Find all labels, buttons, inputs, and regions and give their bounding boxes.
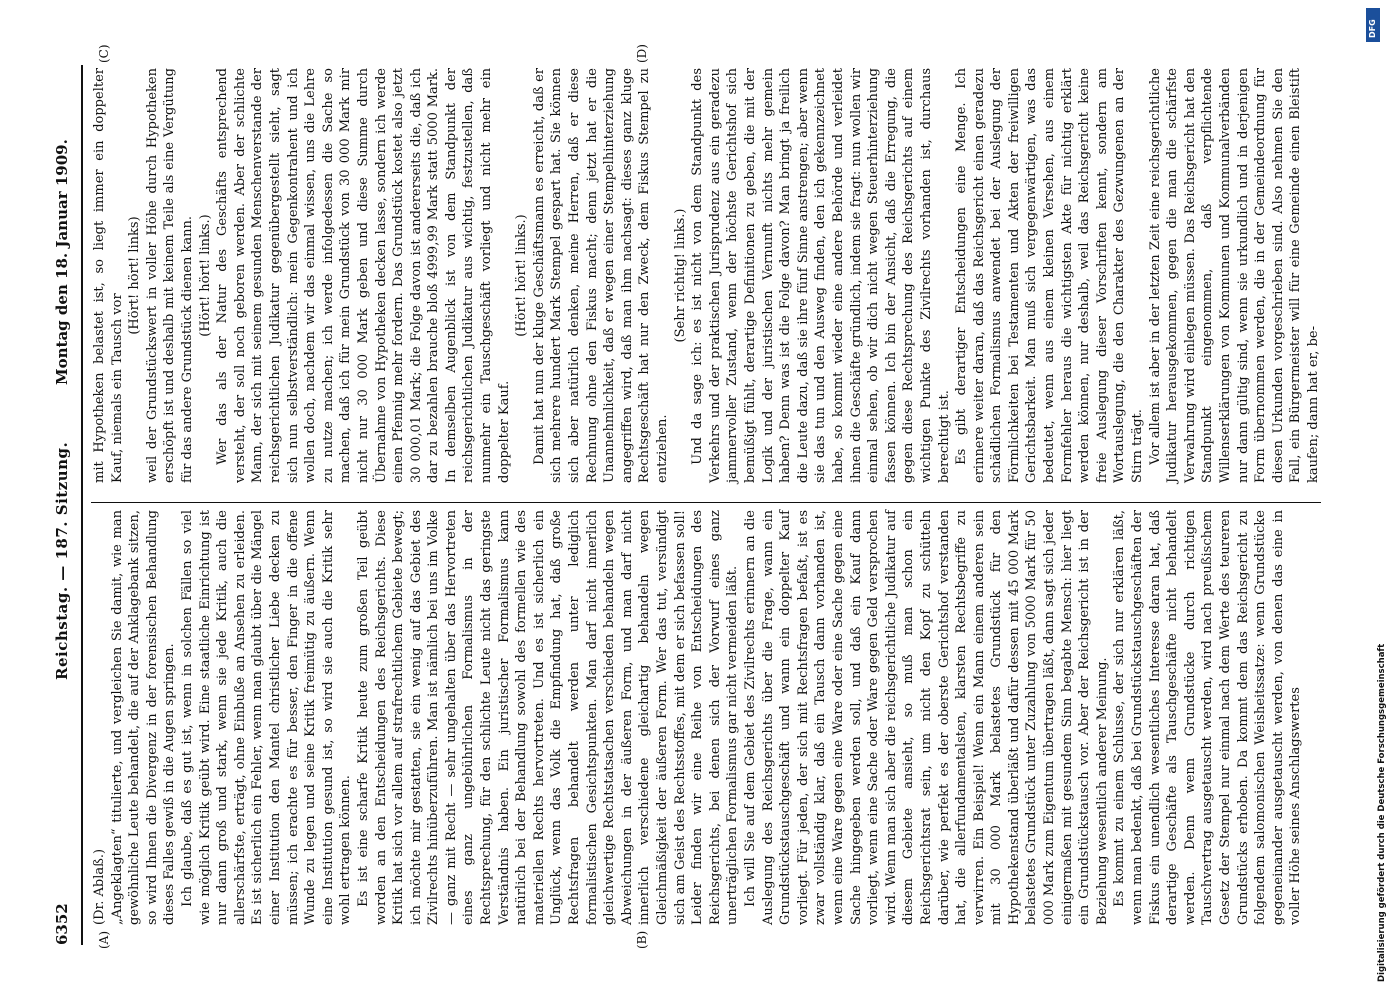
- dfg-logo-text: DFG: [1368, 19, 1377, 38]
- session-date: Montag den 18. Januar 1909.: [53, 139, 71, 385]
- margin-marker-c: (C): [97, 44, 111, 63]
- right-text-column: [91, 68, 1321, 483]
- interjection: (Hört! hört! links.): [514, 214, 530, 337]
- interjection: (Sehr richtig! links.): [672, 208, 688, 343]
- margin-marker-a: (A): [97, 930, 111, 949]
- page-number: 6352: [53, 903, 71, 945]
- paragraph: Ich will Sie auf dem Gebiet des Zivilrechts erinnern an die Auslegung des Reichsgerichts über die Frage, wann ein Grundstückstauschgeschäft und wann ein doppelter Kauf vorliegt. Für jeden, der sich mit Rechtsfragen befaßt, ist es zwar vollständig klar, daß ein Tausch dann vorhanden ist, wenn eine Ware gegen eine Ware oder eine Sache gegen eine Sache hingegeben werden soll, und daß ein Kauf dann vorliegt, wenn eine Sache oder Ware gegen Geld versprochen wird. Wenn man sich aber die reichsgerichtliche Judikatur auf diesem Gebiete ansieht, so muß man schon ein Reichsgerichtsrat sein, um nicht den Kopf zu schütteln darüber, wie perfekt es der oberste Gerichtshof verstanden hat, die allerfundamentalsten, klarsten Rechtsbegriffe zu verwirren. Ein Beispiel! Wenn ein Mann einem anderen sein mit 30 000 Mark belastetes Grundstück für den Hypothekenstand überläßt und dafür dessen mit 45 000 Mark belastetes Grundstück unter Zuzahlung von 5000 Mark für 50 000 Mark zum Eigentum übertragen läßt, dann sagt sich jeder einigermaßen mit gesundem Sinn begabte Mensch: hier liegt ein Grundstückstausch vor. Aber der Reichsgericht ist in der Beziehung wesentlich anderer Meinung.: [742, 510, 1110, 925]
- margin-marker-b: (B): [635, 930, 649, 949]
- running-title: Reichstag. — 187. Sitzung.: [53, 441, 71, 680]
- column-divider: [91, 502, 1321, 503]
- dfg-logo: [1366, 8, 1380, 42]
- paragraph: Und da sage ich: es ist nicht von dem Standpunkt des Verkehrs und der praktischen Jurisprudenz aus ein geradezu jammervoller Zustand, wenn der höchste Gerichtshof sich bemüßigt fühlt, derartige Definitionen zu geben, die mit der Logik und der juristischen Vernunft nichts mehr gemein haben? Denn was ist die Folge davon? Man bringt ja freilich die Leute dazu, daß sie ihre fünf Sinne anstrengen; aber wenn sie das tun und den Ausweg finden, den ich gekennzeichnet habe, so kommt wieder eine andere Behörde und verleidet ihnen die Geschäfte gründlich, indem sie fragt: nun wollen wir einmal sehen, ob wir dich nicht wegen Steuerhinterziehung fassen können. Ich bin der Ansicht, daß die Erregung, die gegen diese Rechtsprechung des Reichsgerichts auf einem wichtigen Punkte des Zivilrechts vorhanden ist, durchaus berechtigt ist.: [690, 68, 952, 483]
- interjection: (Hört! hört! links.): [197, 214, 213, 337]
- paragraph: weil der Grundstückswert in voller Höhe durch Hypotheken erschöpft ist und deshalb mit keinem Teile als eine Vergütung für das andere Grundstück dienen kann.: [144, 68, 195, 483]
- paragraph: mit Hypotheken belastet ist, so liegt immer ein doppelter Kauf, niemals ein Tausch vor: [92, 68, 125, 483]
- credit-text: Digitalisierung gefördert durch die Deutsche Forschungsgemeinschaft: [1377, 643, 1387, 982]
- paragraph: Wer das als der Natur des Geschäfts entsprechend versteht, der soll noch geboren werden. Aber der schlichte Mann, der sich mit seinem gesunden Menschenverstande der reichsgerichtlichen Judikatur gegenübergestellt sieht, sagt sich nun selbstverständlich: mein Gegenkontrahent und ich wollen doch, nachdem wir das einmal wissen, uns die Lehre zu nutze machen; ich werde infolgedessen die Sache so machen, daß ich für mein Grundstück von 30 000 Mark mir nicht nur 30 000 Mark geben und diese Summe durch Übernahme von Hypotheken decken lasse, sondern ich werde einen Pfennig mehr fordern. Das Grundstück kostet also jetzt 30 000,01 Mark; die Folge davon ist andererseits die, daß ich dar zu bezahlen brauche bloß 4999,99 Mark statt 5000 Mark. In demselben Augenblick ist von dem Standpunkt der reichsgerichtlichen Judikatur aus wichtig, festzustellen, daß nunmehr ein Tauschgeschäft vorliegt und nicht mehr ein doppelter Kauf.: [215, 68, 512, 483]
- rotated-document-page: [45, 45, 1335, 965]
- margin-marker-d: (D): [635, 44, 649, 63]
- speaker-line: (Dr. Ablaß.): [92, 848, 107, 925]
- interjection: (Hört! hört! links): [127, 216, 143, 335]
- paragraph: Ich glaube, daß es gut ist, wenn in solchen Fällen so viel wie möglich Kritik geübt wird. Eine staatliche Einrichtung ist nur dann groß und stark, wenn sie jede Kritik, auch die allerschärfste, erträgt, ohne Einbuße an Ansehen zu erleiden. Es ist sicherlich ein Fehler, wenn man glaubt über die Mängel einer Institution den Mantel christlicher Liebe decken zu müssen; ich erachte es für besser, den Finger in die offene Wunde zu legen und seine Kritik freimütig zu äußern. Wenn eine Institution gesund ist, so wird sie auch die Kritik sehr wohl ertragen können.: [179, 510, 354, 925]
- paragraph: Es gibt derartiger Entscheidungen eine Menge. Ich erinnere weiter daran, daß das Reichsgericht einen geradezu schädlichen Formalismus anwendet bei der Auslegung der Förmlichkeiten bei Testamenten und Akten der freiwilligen Gerichtsbarkeit. Man muß sich vergegenwärtigen, was das bedeutet, wenn aus einem kleinen Versehen, aus einem Formfehler heraus die wichtigsten Akte für nichtig erklärt werden können, nur deshalb, weil das Reichsgericht keine freie Auslegung dieser Vorschriften kennt, sondern am Wortauslegung, die den Charakter des Gezwungenen an der Stirn trägt.: [954, 68, 1146, 483]
- paragraph: Es ist eine scharfe Kritik heute zum großen Teil geübt worden an den Entscheidungen des Reichsgerichts. Diese Kritik hat sich vor allem auf strafrechtlichem Gebiete bewegt; ich möchte mir gestatten, sie ein wenig auf das Gebiet des Zivilrechts hinüberzuführen. Man ist nämlich bei uns im Volke — ganz mit Recht — sehr ungehalten über das Hervortreten eines ganz ungebührlichen Formalismus in der Rechtsprechung, für den schlichte Leute nicht das geringste Verständnis haben. Ein juristischer Formalismus kann natürlich bei der Behandlung sowohl des formellen wie des materiellen Rechts hervortreten. Und es ist sicherlich ein Unglück, wenn das Volk die Empfindung hat, daß große Rechtsfragen behandelt werden unter lediglich formalistischen Gesichtspunkten. Man darf nicht innerlich gleichwertige Rechtstatsachen verschieden behandeln wegen Abweichungen in der äußeren Form, und man darf nicht innerlich verschiedene gleichartig behandeln wegen Gleichmäßigkeit der äußeren Form. Wer das tut, versündigt sich am Geist des Rechtsstoffes, mit dem er sich befassen soll! Leider finden wir eine Reihe von Entscheidungen des Reichsgerichts, bei denen sich der Vorwurf eines ganz unerträglichen Formalismus gar nicht vermeiden läßt.: [355, 510, 741, 925]
- paragraph: Damit hat nun der kluge Geschäftsmann es erreicht, daß er sich mehrere hundert Mark Stempel gespart hat. Sie können sich aber natürlich denken, meine Herren, daß er diese Rechnung ohne den Fiskus macht; denn jetzt hat er die Unannehmlichkeit, daß er wegen einer Stempelhinterziehung angegriffen wird, daß man ihm nachsagt: dieses ganz kluge Rechtsgeschäft hat nur den Zweck, dem Fiskus Stempel zu entziehen.: [531, 68, 670, 483]
- paragraph: Es kommt zu einem Schlusse, der sich nur erklären läßt, wenn man bedenkt, daß bei Grundstückstauschgeschäften der Fiskus ein unendlich wesentliches Interesse daran hat, daß derartige Geschäfte als Tauschgeschäfte nicht behandelt werden. Denn wenn Grundstücke durch richtigen Tauschvertrag ausgetauscht werden, wird nach preußischem Gesetz der Stempel nur einmal nach dem Werte des teureren Grundstücks erhoben. Da kommt dem das Reichsgericht zu folgendem salomonischen Weisheitssatze: wenn Grundstücke gegeneinander ausgetauscht werden, von denen das eine in voller Höhe seines Anschlagswertes: [1112, 510, 1304, 925]
- paragraph: Vor allem ist aber in der letzten Zeit eine reichsgerichtliche Judikatur herausgekommen, gegen die man die schärfste Verwahrung wird einlegen müssen. Das Reichsgericht hat den Standpunkt eingenommen, daß verpflichtende Willenserklärungen von Kommunen und Kommunalverbänden nur dann gültig sind, wenn sie urkundlich und in derjenigen Form übernommen werden, die in der Gemeindeordnung für diesen Urkunden vorgeschrieben sind. Also nehmen Sie den Fall, ein Bürgermeister will für eine Gemeinde einen Bleistift kaufen; dann hat er, be-: [1147, 68, 1321, 483]
- paragraph: „Angeklagten“ titulierte, und vergleichen Sie damit, wie man gewöhnliche Leute behandelt, die auf der Anklagebank sitzen, so wird Ihnen die Divergenz in der forensischen Behandlung dieses Falles gewiß in die Augen springen.: [109, 510, 178, 925]
- digitization-credit: [1363, 0, 1387, 992]
- left-text-column: [91, 510, 1321, 925]
- header-rule: [81, 65, 83, 945]
- page-header: [45, 65, 79, 945]
